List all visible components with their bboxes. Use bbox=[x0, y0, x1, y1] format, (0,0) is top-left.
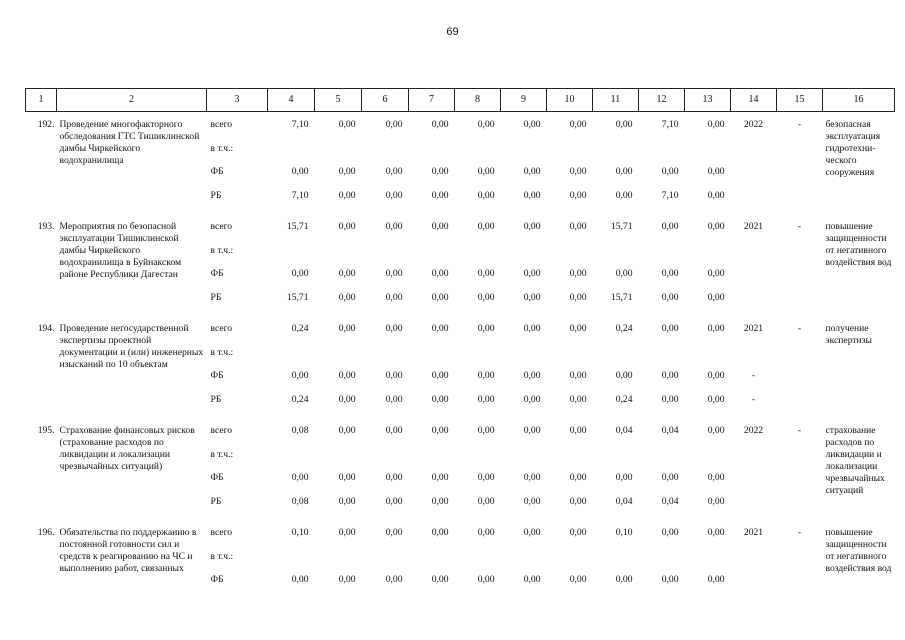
amount-cell bbox=[409, 143, 455, 166]
amount-cell: 0,00 bbox=[477, 574, 495, 585]
year-cell bbox=[731, 292, 777, 316]
year-cell: - bbox=[751, 370, 756, 381]
amount-cell: 0,00 bbox=[569, 496, 587, 507]
column-header: 15 bbox=[777, 89, 823, 112]
amount-cell: 0,04 bbox=[661, 496, 679, 507]
amount-cell bbox=[639, 245, 685, 268]
amount-cell: 0,00 bbox=[338, 323, 356, 334]
amount-cell bbox=[547, 449, 593, 472]
amount-cell: 0,00 bbox=[338, 574, 356, 585]
dash-cell bbox=[777, 190, 823, 214]
amount-cell: 0,00 bbox=[523, 190, 541, 201]
amount-cell: 0,00 bbox=[707, 425, 725, 436]
amount-cell bbox=[315, 449, 362, 472]
amount-cell bbox=[685, 347, 731, 370]
dash-cell bbox=[777, 268, 823, 292]
amount-cell: 0,00 bbox=[661, 574, 679, 585]
amount-cell: 0,00 bbox=[523, 527, 541, 538]
table-body bbox=[26, 112, 895, 599]
amount-cell: 0,00 bbox=[569, 370, 587, 381]
amount-cell: 0,00 bbox=[569, 574, 587, 585]
funding-type: ФБ bbox=[210, 574, 224, 585]
amount-cell: 0,00 bbox=[615, 268, 633, 279]
amount-cell bbox=[501, 449, 547, 472]
table-row bbox=[26, 418, 895, 449]
amount-cell: 0,00 bbox=[661, 221, 679, 232]
funding-type: ФБ bbox=[210, 268, 224, 279]
amount-cell: 0,04 bbox=[615, 425, 633, 436]
amount-cell: 0,00 bbox=[569, 268, 587, 279]
amount-cell bbox=[362, 347, 409, 370]
amount-cell: 7,10 bbox=[291, 190, 309, 201]
amount-cell: 0,00 bbox=[338, 472, 356, 483]
amount-cell bbox=[315, 347, 362, 370]
amount-cell: 0,00 bbox=[523, 221, 541, 232]
amount-cell: 0,00 bbox=[707, 496, 725, 507]
amount-cell: 0,00 bbox=[385, 425, 403, 436]
column-header: 14 bbox=[731, 89, 777, 112]
dash-cell bbox=[777, 292, 823, 316]
amount-cell: 15,71 bbox=[286, 221, 309, 232]
column-header: 10 bbox=[547, 89, 593, 112]
year-cell: 2022 bbox=[743, 425, 764, 436]
dash-cell: - bbox=[797, 527, 802, 538]
dash-cell bbox=[777, 449, 823, 472]
amount-cell: 0,00 bbox=[523, 425, 541, 436]
amount-cell: 0,00 bbox=[615, 119, 633, 130]
amount-cell: 0,24 bbox=[291, 323, 309, 334]
funding-type: в т.ч.: bbox=[210, 449, 234, 460]
amount-cell bbox=[501, 347, 547, 370]
amount-cell: 0,00 bbox=[707, 574, 725, 585]
amount-cell: 0,00 bbox=[707, 119, 725, 130]
column-header: 8 bbox=[455, 89, 501, 112]
funding-type: всего bbox=[210, 527, 233, 538]
year-cell: 2021 bbox=[743, 527, 764, 538]
amount-cell: 0,00 bbox=[661, 292, 679, 303]
amount-cell bbox=[409, 245, 455, 268]
amount-cell: 0,00 bbox=[661, 472, 679, 483]
amount-cell bbox=[268, 347, 315, 370]
amount-cell: 0,00 bbox=[431, 166, 449, 177]
amount-cell bbox=[455, 143, 501, 166]
amount-cell: 0,10 bbox=[615, 527, 633, 538]
amount-cell bbox=[268, 551, 315, 574]
budget-table bbox=[25, 88, 895, 598]
amount-cell: 0,24 bbox=[291, 394, 309, 405]
year-cell bbox=[731, 347, 777, 370]
amount-cell: 0,00 bbox=[385, 166, 403, 177]
amount-cell: 0,00 bbox=[291, 574, 309, 585]
amount-cell: 0,00 bbox=[661, 268, 679, 279]
amount-cell: 0,00 bbox=[523, 166, 541, 177]
amount-cell: 0,00 bbox=[477, 119, 495, 130]
amount-cell bbox=[362, 245, 409, 268]
amount-cell: 0,00 bbox=[477, 166, 495, 177]
amount-cell bbox=[639, 143, 685, 166]
column-header: 4 bbox=[268, 89, 315, 112]
table-row bbox=[26, 112, 895, 144]
amount-cell: 0,00 bbox=[431, 425, 449, 436]
amount-cell: 0,00 bbox=[707, 268, 725, 279]
amount-cell bbox=[593, 347, 639, 370]
amount-cell: 0,00 bbox=[338, 394, 356, 405]
amount-cell bbox=[639, 449, 685, 472]
column-header: 3 bbox=[207, 89, 268, 112]
amount-cell bbox=[268, 245, 315, 268]
dash-cell: - bbox=[797, 221, 802, 232]
amount-cell: 7,10 bbox=[661, 119, 679, 130]
amount-cell: 0,00 bbox=[385, 221, 403, 232]
amount-cell: 0,00 bbox=[569, 527, 587, 538]
amount-cell: 0,00 bbox=[338, 292, 356, 303]
table-header-row bbox=[26, 89, 895, 112]
funding-type: всего bbox=[210, 425, 233, 436]
amount-cell: 0,00 bbox=[615, 190, 633, 201]
amount-cell: 0,00 bbox=[661, 394, 679, 405]
column-header: 6 bbox=[362, 89, 409, 112]
amount-cell: 0,00 bbox=[477, 268, 495, 279]
amount-cell bbox=[455, 245, 501, 268]
funding-type: РБ bbox=[210, 190, 222, 201]
amount-cell: 0,00 bbox=[523, 394, 541, 405]
amount-cell: 0,00 bbox=[477, 394, 495, 405]
amount-cell: 0,00 bbox=[477, 292, 495, 303]
year-cell bbox=[731, 143, 777, 166]
activity-name: Проведение многофакторного обследования ГТС Тишиклинской дамбы Чиркейского водохранилища bbox=[59, 119, 200, 166]
row-number: 195. bbox=[37, 425, 55, 436]
amount-cell: 0,00 bbox=[291, 370, 309, 381]
year-cell bbox=[731, 449, 777, 472]
amount-cell: 0,00 bbox=[707, 292, 725, 303]
funding-type: ФБ bbox=[210, 370, 224, 381]
amount-cell: 15,71 bbox=[286, 292, 309, 303]
dash-cell bbox=[777, 143, 823, 166]
amount-cell: 0,08 bbox=[291, 425, 309, 436]
amount-cell: 0,00 bbox=[385, 323, 403, 334]
amount-cell: 0,00 bbox=[431, 394, 449, 405]
amount-cell: 0,00 bbox=[291, 166, 309, 177]
amount-cell: 0,24 bbox=[615, 394, 633, 405]
amount-cell: 0,00 bbox=[385, 394, 403, 405]
amount-cell: 0,00 bbox=[523, 292, 541, 303]
amount-cell: 0,00 bbox=[477, 425, 495, 436]
amount-cell bbox=[593, 143, 639, 166]
amount-cell bbox=[501, 143, 547, 166]
amount-cell: 0,00 bbox=[431, 527, 449, 538]
table-row bbox=[26, 316, 895, 347]
amount-cell: 0,00 bbox=[569, 472, 587, 483]
amount-cell: 0,10 bbox=[291, 527, 309, 538]
amount-cell: 0,00 bbox=[615, 370, 633, 381]
amount-cell: 0,00 bbox=[385, 119, 403, 130]
dash-cell bbox=[777, 347, 823, 370]
amount-cell: 0,00 bbox=[338, 119, 356, 130]
amount-cell: 0,00 bbox=[615, 472, 633, 483]
column-header: 12 bbox=[639, 89, 685, 112]
amount-cell: 0,00 bbox=[661, 370, 679, 381]
amount-cell: 0,00 bbox=[477, 370, 495, 381]
amount-cell: 0,00 bbox=[569, 292, 587, 303]
funding-type: РБ bbox=[210, 394, 222, 405]
amount-cell: 0,00 bbox=[569, 394, 587, 405]
column-header: 5 bbox=[315, 89, 362, 112]
dash-cell: - bbox=[797, 323, 802, 334]
amount-cell: 0,00 bbox=[707, 394, 725, 405]
amount-cell bbox=[315, 143, 362, 166]
amount-cell: 0,00 bbox=[523, 268, 541, 279]
activity-name: Проведение негосударственной экспертизы проектной документации и (или) инженерных изысканий по 10 объектам bbox=[59, 323, 204, 370]
year-cell bbox=[731, 472, 777, 496]
amount-cell: 0,00 bbox=[385, 527, 403, 538]
amount-cell: 0,00 bbox=[291, 472, 309, 483]
amount-cell: 0,00 bbox=[385, 268, 403, 279]
amount-cell: 0,00 bbox=[338, 190, 356, 201]
year-cell bbox=[731, 551, 777, 574]
amount-cell: 0,00 bbox=[477, 496, 495, 507]
dash-cell bbox=[777, 394, 823, 418]
amount-cell: 0,00 bbox=[291, 268, 309, 279]
amount-cell bbox=[455, 551, 501, 574]
amount-cell: 0,00 bbox=[569, 119, 587, 130]
amount-cell: 0,00 bbox=[707, 472, 725, 483]
funding-type: ФБ bbox=[210, 166, 224, 177]
activity-name: Обязательства по поддержанию в постоянной готовности сил и средств к реагированию на ЧС и выполнению работ, связанных bbox=[59, 527, 197, 574]
column-header: 11 bbox=[593, 89, 639, 112]
amount-cell: 0,00 bbox=[707, 370, 725, 381]
amount-cell: 0,00 bbox=[431, 221, 449, 232]
amount-cell: 15,71 bbox=[610, 292, 633, 303]
amount-cell: 0,00 bbox=[338, 425, 356, 436]
column-header: 13 bbox=[685, 89, 731, 112]
amount-cell: 0,00 bbox=[569, 323, 587, 334]
amount-cell bbox=[409, 449, 455, 472]
column-header: 16 bbox=[823, 89, 895, 112]
amount-cell: 0,00 bbox=[431, 370, 449, 381]
dash-cell bbox=[777, 574, 823, 598]
amount-cell: 0,00 bbox=[431, 574, 449, 585]
amount-cell bbox=[685, 245, 731, 268]
amount-cell: 0,00 bbox=[338, 166, 356, 177]
year-cell: - bbox=[751, 394, 756, 405]
amount-cell: 0,00 bbox=[431, 119, 449, 130]
dash-cell: - bbox=[797, 119, 802, 130]
amount-cell: 0,04 bbox=[661, 425, 679, 436]
year-cell bbox=[731, 245, 777, 268]
year-cell bbox=[731, 268, 777, 292]
amount-cell bbox=[455, 449, 501, 472]
amount-cell: 0,00 bbox=[569, 166, 587, 177]
amount-cell bbox=[362, 449, 409, 472]
amount-cell: 0,24 bbox=[615, 323, 633, 334]
amount-cell bbox=[268, 449, 315, 472]
amount-cell: 0,00 bbox=[569, 221, 587, 232]
amount-cell: 0,00 bbox=[385, 190, 403, 201]
funding-type: в т.ч.: bbox=[210, 245, 234, 256]
column-header: 7 bbox=[409, 89, 455, 112]
amount-cell: 0,00 bbox=[431, 292, 449, 303]
amount-cell bbox=[685, 143, 731, 166]
funding-type: в т.ч.: bbox=[210, 347, 234, 358]
amount-cell: 7,10 bbox=[661, 190, 679, 201]
amount-cell bbox=[639, 347, 685, 370]
amount-cell: 0,00 bbox=[431, 268, 449, 279]
amount-cell: 0,00 bbox=[707, 527, 725, 538]
amount-cell bbox=[547, 245, 593, 268]
amount-cell: 0,00 bbox=[385, 292, 403, 303]
funding-type: в т.ч.: bbox=[210, 551, 234, 562]
amount-cell: 0,00 bbox=[477, 221, 495, 232]
amount-cell bbox=[409, 551, 455, 574]
amount-cell: 0,00 bbox=[707, 221, 725, 232]
amount-cell: 0,00 bbox=[338, 268, 356, 279]
amount-cell bbox=[362, 143, 409, 166]
amount-cell: 0,00 bbox=[707, 323, 725, 334]
amount-cell: 0,00 bbox=[523, 574, 541, 585]
amount-cell: 0,00 bbox=[477, 190, 495, 201]
amount-cell: 0,00 bbox=[707, 190, 725, 201]
amount-cell: 0,00 bbox=[661, 166, 679, 177]
amount-cell: 0,00 bbox=[477, 323, 495, 334]
amount-cell bbox=[685, 449, 731, 472]
amount-cell bbox=[501, 551, 547, 574]
amount-cell bbox=[501, 245, 547, 268]
amount-cell: 0,00 bbox=[338, 496, 356, 507]
amount-cell bbox=[315, 245, 362, 268]
amount-cell: 0,08 bbox=[291, 496, 309, 507]
dash-cell bbox=[777, 551, 823, 574]
column-header: 9 bbox=[501, 89, 547, 112]
amount-cell: 0,00 bbox=[523, 370, 541, 381]
amount-cell bbox=[455, 347, 501, 370]
amount-cell: 0,00 bbox=[338, 221, 356, 232]
dash-cell: - bbox=[797, 425, 802, 436]
row-number: 193. bbox=[37, 221, 55, 232]
year-cell bbox=[731, 574, 777, 598]
amount-cell: 7,10 bbox=[291, 119, 309, 130]
amount-cell: 0,00 bbox=[385, 574, 403, 585]
dash-cell bbox=[777, 496, 823, 520]
amount-cell: 0,00 bbox=[431, 496, 449, 507]
row-number: 194. bbox=[37, 323, 55, 334]
dash-cell bbox=[777, 245, 823, 268]
amount-cell bbox=[593, 449, 639, 472]
funding-type: всего bbox=[210, 119, 233, 130]
amount-cell: 0,00 bbox=[477, 472, 495, 483]
expected-result: безопасная эксплуатация гидротехни-ческого сооружения bbox=[825, 119, 881, 178]
amount-cell bbox=[409, 347, 455, 370]
amount-cell: 0,00 bbox=[431, 472, 449, 483]
table-row bbox=[26, 214, 895, 245]
amount-cell: 0,00 bbox=[338, 527, 356, 538]
amount-cell: 0,00 bbox=[661, 323, 679, 334]
amount-cell: 0,00 bbox=[661, 527, 679, 538]
amount-cell: 0,00 bbox=[523, 496, 541, 507]
amount-cell bbox=[593, 245, 639, 268]
expected-result: получение экспертизы bbox=[825, 323, 872, 346]
funding-type: РБ bbox=[210, 496, 222, 507]
amount-cell: 0,00 bbox=[569, 190, 587, 201]
expected-result: повышение защищенности от негативного воздействия вод bbox=[825, 527, 892, 574]
amount-cell bbox=[547, 347, 593, 370]
column-header: 2 bbox=[57, 89, 207, 112]
year-cell bbox=[731, 166, 777, 190]
amount-cell: 0,00 bbox=[385, 496, 403, 507]
amount-cell: 0,00 bbox=[523, 323, 541, 334]
dash-cell bbox=[777, 166, 823, 190]
dash-cell bbox=[777, 370, 823, 394]
amount-cell: 0,00 bbox=[523, 119, 541, 130]
funding-type: в т.ч.: bbox=[210, 143, 234, 154]
amount-cell: 0,00 bbox=[338, 370, 356, 381]
expected-result: повышение защищенности от негативного воздействия вод bbox=[825, 221, 892, 268]
amount-cell bbox=[685, 551, 731, 574]
amount-cell: 0,00 bbox=[385, 370, 403, 381]
activity-name: Мероприятия по безопасной эксплуатации Тишиклинской дамбы Чиркейского водохранилища в Буйнакском районе Республики Дагестан bbox=[59, 221, 182, 280]
amount-cell: 0,00 bbox=[523, 472, 541, 483]
amount-cell: 0,00 bbox=[707, 166, 725, 177]
funding-type: всего bbox=[210, 221, 233, 232]
amount-cell: 0,00 bbox=[615, 166, 633, 177]
amount-cell bbox=[593, 551, 639, 574]
table-row bbox=[26, 520, 895, 551]
amount-cell bbox=[547, 551, 593, 574]
row-number: 196. bbox=[37, 527, 55, 538]
amount-cell bbox=[639, 551, 685, 574]
funding-type: РБ bbox=[210, 292, 222, 303]
amount-cell bbox=[362, 551, 409, 574]
amount-cell: 0,00 bbox=[385, 472, 403, 483]
amount-cell bbox=[268, 143, 315, 166]
amount-cell bbox=[547, 143, 593, 166]
year-cell bbox=[731, 190, 777, 214]
year-cell bbox=[731, 496, 777, 520]
amount-cell bbox=[315, 551, 362, 574]
year-cell: 2022 bbox=[743, 119, 764, 130]
amount-cell: 0,00 bbox=[615, 574, 633, 585]
expected-result: страхование расходов по ликвидации и локализации чрезвычайных ситуаций bbox=[825, 425, 885, 496]
amount-cell: 0,04 bbox=[615, 496, 633, 507]
amount-cell: 0,00 bbox=[569, 425, 587, 436]
year-cell: 2021 bbox=[743, 221, 764, 232]
funding-type: всего bbox=[210, 323, 233, 334]
amount-cell: 0,00 bbox=[431, 190, 449, 201]
year-cell: 2021 bbox=[743, 323, 764, 334]
row-number: 192. bbox=[37, 119, 55, 130]
amount-cell: 15,71 bbox=[610, 221, 633, 232]
funding-type: ФБ bbox=[210, 472, 224, 483]
amount-cell: 0,00 bbox=[431, 323, 449, 334]
amount-cell: 0,00 bbox=[477, 527, 495, 538]
page-number: 69 bbox=[446, 26, 459, 38]
column-header: 1 bbox=[26, 89, 57, 112]
activity-name: Страхование финансовых рисков (страхование расходов по ликвидации и локализации чрезвычайных ситуаций) bbox=[59, 425, 195, 472]
dash-cell bbox=[777, 472, 823, 496]
